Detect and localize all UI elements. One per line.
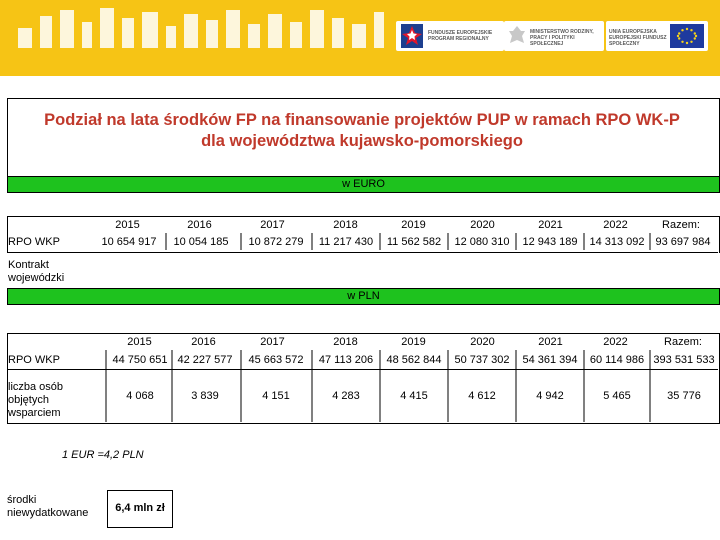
- page-title: [12, 110, 712, 152]
- pln-value-0: 44 750 651: [112, 354, 168, 366]
- pln-row-label: RPO WKP: [8, 354, 60, 366]
- title-line-2: dla województwa kujawsko-pomorskiego: [201, 132, 523, 150]
- pln-year-5: 2020: [470, 336, 495, 348]
- pln-value-7: 60 114 986: [589, 354, 645, 366]
- fundusze-logo-icon: [399, 22, 425, 50]
- logo3-text: UNIA EUROPEJSKA EUROPEJSKI FUNDUSZ SPOŁECZNY: [609, 29, 667, 47]
- pln-value-2: 45 663 572: [248, 354, 304, 366]
- euro-year-total: Razem:: [662, 219, 700, 231]
- pln-year-0: 2015: [127, 336, 152, 348]
- euro-value-1: 10 054 185: [173, 236, 229, 248]
- euro-value-2: 10 872 279: [248, 236, 304, 248]
- pln-value-total: 393 531 533: [653, 354, 715, 366]
- pln-bar: [7, 288, 720, 305]
- title-line-1: Podział na lata środków FP na finansowanie projektów PUP w ramach RPO WK-P: [44, 111, 680, 129]
- euro-year-7: 2022: [603, 219, 628, 231]
- euro-year-3: 2018: [333, 219, 358, 231]
- pln-year-3: 2018: [333, 336, 358, 348]
- logo2-text: MINISTERSTWO RODZINY, PRACY I POLITYKI SPOŁECZNEJ: [530, 29, 594, 47]
- persons-value-2: 4 151: [262, 390, 290, 402]
- persons-value-1: 3 839: [191, 390, 219, 402]
- persons-value-4: 4 415: [400, 390, 428, 402]
- pln-year-4: 2019: [401, 336, 426, 348]
- euro-year-2: 2017: [260, 219, 285, 231]
- persons-value-0: 4 068: [126, 390, 154, 402]
- euro-year-4: 2019: [401, 219, 426, 231]
- euro-value-5: 12 080 310: [454, 236, 510, 248]
- pln-year-6: 2021: [538, 336, 563, 348]
- logo1-text: FUNDUSZE EUROPEJSKIE PROGRAM REGIONALNY: [428, 30, 493, 42]
- euro-value-0: 10 654 917: [101, 236, 157, 248]
- pln-value-4: 48 562 844: [386, 354, 442, 366]
- euro-value-total: 93 697 984: [655, 236, 711, 248]
- euro-row-label: RPO WKP: [8, 236, 60, 248]
- pln-gridlines: [0, 350, 720, 440]
- pln-year-total: Razem:: [664, 336, 702, 348]
- euro-value-4: 11 562 582: [386, 236, 442, 248]
- euro-bar: [7, 176, 720, 193]
- persons-value-6: 4 942: [536, 390, 564, 402]
- logo-fundusze: [396, 21, 504, 51]
- persons-value-3: 4 283: [332, 390, 360, 402]
- persons-value-total: 35 776: [667, 390, 701, 402]
- euro-bar-label: w EURO: [342, 178, 385, 190]
- persons-value-5: 4 612: [468, 390, 496, 402]
- eagle-icon: [507, 23, 527, 49]
- unspent-label: środki niewydatkowane: [7, 494, 89, 519]
- euro-year-5: 2020: [470, 219, 495, 231]
- eu-flag-icon: [670, 24, 704, 48]
- pln-value-3: 47 113 206: [318, 354, 374, 366]
- pln-year-1: 2016: [191, 336, 216, 348]
- euro-year-1: 2016: [187, 219, 212, 231]
- logo-ministerstwo: [504, 21, 604, 51]
- euro-year-0: 2015: [115, 219, 140, 231]
- euro-value-7: 14 313 092: [589, 236, 645, 248]
- pln-value-6: 54 361 394: [522, 354, 578, 366]
- pln-value-1: 42 227 577: [177, 354, 233, 366]
- exchange-note: 1 EUR =4,2 PLN: [62, 449, 144, 461]
- unspent-box: [7, 490, 173, 528]
- persons-value-7: 5 465: [603, 390, 631, 402]
- pln-year-2: 2017: [260, 336, 285, 348]
- pln-year-7: 2022: [603, 336, 628, 348]
- persons-label: liczba osób objętych wsparciem: [8, 381, 64, 419]
- euro-underlines: [0, 233, 720, 253]
- pln-value-5: 50 737 302: [454, 354, 510, 366]
- pln-bar-label: w PLN: [347, 290, 380, 302]
- euro-value-3: 11 217 430: [318, 236, 374, 248]
- euro-year-6: 2021: [538, 219, 563, 231]
- unspent-value: 6,4 mln zł: [115, 502, 165, 514]
- header-banner: [0, 0, 720, 76]
- logo-ue: [606, 21, 708, 51]
- kontrakt-label: Kontrakt wojewódzki: [8, 259, 65, 284]
- euro-value-6: 12 943 189: [522, 236, 578, 248]
